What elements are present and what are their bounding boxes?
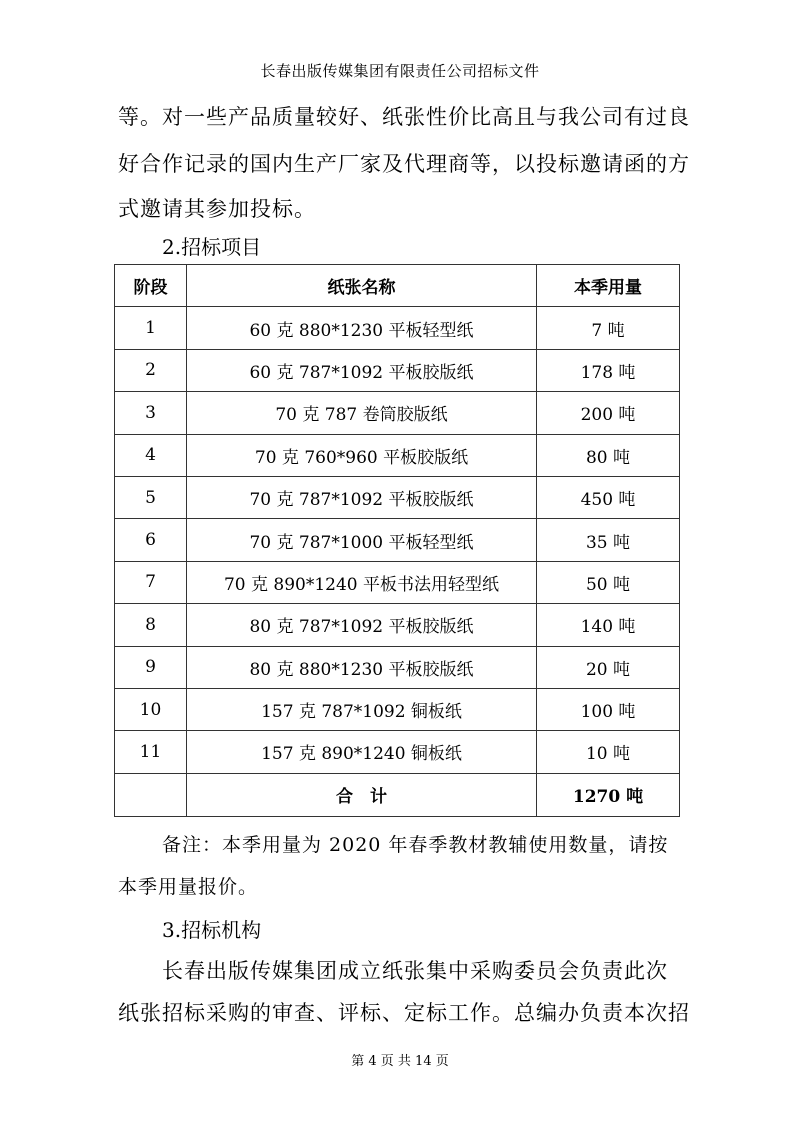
table-row — [115, 604, 680, 646]
quantity-cell: 100 吨 — [537, 688, 680, 730]
quantity-cell: 178 吨 — [537, 349, 680, 391]
total-value: 1270 吨 — [537, 773, 680, 816]
total-empty-cell — [115, 773, 187, 816]
paper-name-cell: 70 克 787 卷筒胶版纸 — [187, 392, 537, 434]
header-paper-name: 纸张名称 — [187, 265, 537, 307]
note-line-2: 本季用量报价。 — [118, 876, 259, 898]
stage-cell: 5 — [115, 476, 187, 518]
table-row — [115, 646, 680, 688]
paper-name-cell: 80 克 787*1092 平板胶版纸 — [187, 604, 537, 646]
paper-name-cell: 60 克 880*1230 平板轻型纸 — [187, 307, 537, 349]
stage-cell: 6 — [115, 519, 187, 561]
quantity-cell: 200 吨 — [537, 392, 680, 434]
paper-name-cell: 157 克 787*1092 铜板纸 — [187, 688, 537, 730]
stage-cell: 10 — [115, 688, 187, 730]
stage-cell: 4 — [115, 434, 187, 476]
quantity-cell: 450 吨 — [537, 476, 680, 518]
quantity-cell: 10 吨 — [537, 731, 680, 773]
document-header: 长春出版传媒集团有限责任公司招标文件 — [260, 62, 540, 80]
page-number: 第 4 页 共 14 页 — [351, 1054, 449, 1069]
stage-cell: 11 — [115, 731, 187, 773]
paper-name-cell: 157 克 890*1240 铜板纸 — [187, 731, 537, 773]
paper-name-cell: 70 克 890*1240 平板书法用轻型纸 — [187, 561, 537, 603]
table-row — [115, 434, 680, 476]
stage-cell: 9 — [115, 646, 187, 688]
intro-line-2: 好合作记录的国内生产厂家及代理商等，以投标邀请函的方 — [118, 152, 690, 176]
section-2-title: 2.招标项目 — [162, 235, 262, 259]
stage-cell: 3 — [115, 392, 187, 434]
total-label: 合 计 — [187, 773, 537, 816]
table-row — [115, 519, 680, 561]
section-3-line-2: 纸张招标采购的审查、评标、定标工作。总编办负责本次招 — [118, 1001, 690, 1025]
paper-name-cell: 70 克 760*960 平板胶版纸 — [187, 434, 537, 476]
paper-table — [114, 264, 680, 817]
table-row — [115, 307, 680, 349]
note-line-1: 备注：本季用量为 2020 年春季教材教辅使用数量，请按 — [162, 834, 669, 856]
stage-cell: 1 — [115, 307, 187, 349]
quantity-cell: 35 吨 — [537, 519, 680, 561]
quantity-cell: 140 吨 — [537, 604, 680, 646]
paper-name-cell: 70 克 787*1000 平板轻型纸 — [187, 519, 537, 561]
table-row — [115, 731, 680, 773]
intro-line-1: 等。对一些产品质量较好、纸张性价比高且与我公司有过良 — [118, 105, 690, 129]
quantity-cell: 7 吨 — [537, 307, 680, 349]
section-3-line-1: 长春出版传媒集团成立纸张集中采购委员会负责此次 — [162, 959, 668, 983]
header-quantity: 本季用量 — [537, 265, 680, 307]
stage-cell: 8 — [115, 604, 187, 646]
stage-cell: 7 — [115, 561, 187, 603]
header-stage: 阶段 — [115, 265, 187, 307]
table-row — [115, 476, 680, 518]
total-row — [115, 773, 680, 816]
paper-name-cell: 70 克 787*1092 平板胶版纸 — [187, 476, 537, 518]
paper-name-cell: 60 克 787*1092 平板胶版纸 — [187, 349, 537, 391]
stage-cell: 2 — [115, 349, 187, 391]
table-row — [115, 392, 680, 434]
table-header-row — [115, 265, 680, 307]
table-row — [115, 349, 680, 391]
paper-name-cell: 80 克 880*1230 平板胶版纸 — [187, 646, 537, 688]
quantity-cell: 20 吨 — [537, 646, 680, 688]
table-row — [115, 561, 680, 603]
intro-line-3: 式邀请其参加投标。 — [118, 197, 316, 221]
quantity-cell: 50 吨 — [537, 561, 680, 603]
table-row — [115, 688, 680, 730]
quantity-cell: 80 吨 — [537, 434, 680, 476]
section-3-title: 3.招标机构 — [162, 918, 262, 942]
